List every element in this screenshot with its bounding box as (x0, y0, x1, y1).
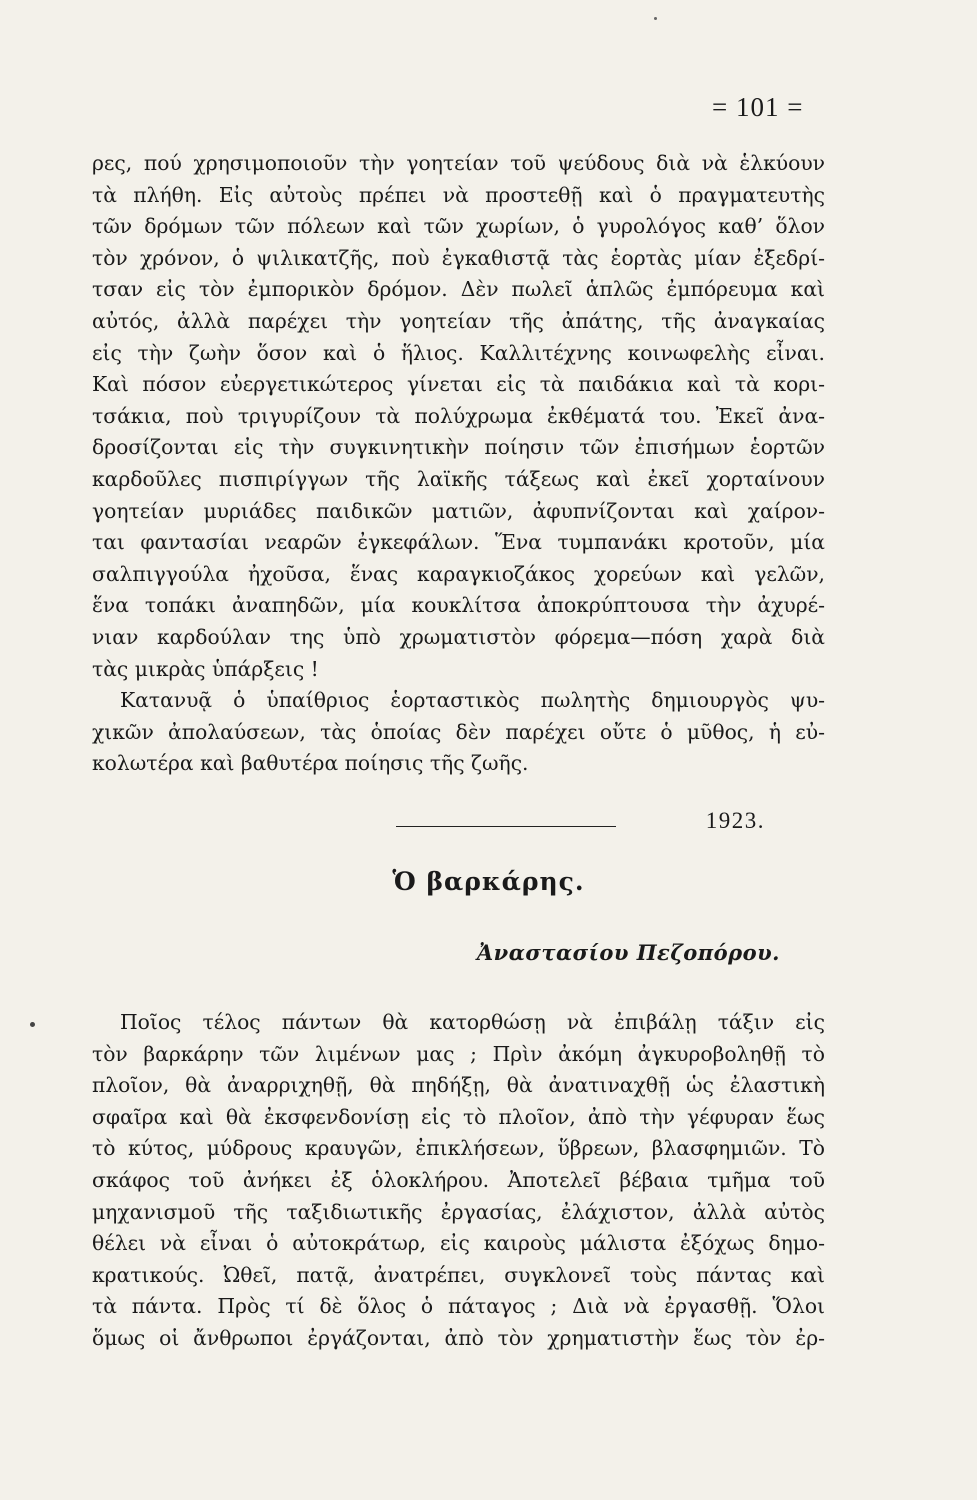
text-line: τὰς μικρὰς ὑπάρξεις ! (92, 656, 319, 681)
text-line: κρατικούς. Ὠθεῖ, πατᾷ, ἀνατρέπει, συγκλονεῖ τοὺς πάντας καὶ (92, 1262, 825, 1287)
text-line: σκάφος τοῦ ἀνήκει ἐξ ὁλοκλήρου. Ἀποτελεῖ βέβαια τμῆμα τοῦ (92, 1167, 825, 1192)
text-line: τὸ κύτος, μύδρους κραυγῶν, ἐπικλήσεων, ὕβρεων, βλασφημιῶν. Τὸ (92, 1136, 825, 1161)
text-line: αὐτός, ἀλλὰ παρέχει τὴν γοητείαν τῆς ἀπάτης, τῆς ἀναγκαίας (92, 308, 825, 333)
text-line: τῶν δρόμων τῶν πόλεων καὶ τῶν χωρίων, ὁ γυρολόγος καθ’ ὅλον (92, 214, 825, 239)
text-line: ρες, πού χρησιμοποιοῦν τὴν γοητείαν τοῦ ψεύδους διὰ νὰ ἑλκύουν (92, 151, 825, 175)
article-continuation (92, 148, 825, 780)
text-line: ὅμως οἱ ἄνθρωποι ἐργάζονται, ἀπὸ τὸν χρηματιστὴν ἕως τὸν ἐρ- (92, 1325, 825, 1350)
text-line: καρδοῦλες πισπιρίγγων τῆς λαϊκῆς τάξεως καὶ ἐκεῖ χορταίνουν (92, 466, 825, 491)
text-line: χικῶν ἀπολαύσεων, τὰς ὁποίας δὲν παρέχει οὔτε ὁ μῦθος, ἡ εὐ- (92, 719, 825, 744)
article-date: 1923. (705, 808, 765, 833)
text-line: τὰ πλήθη. Εἰς αὐτοὺς πρέπει νὰ προστεθῇ καὶ ὁ πραγματευτὴς (92, 182, 825, 207)
section-title: Ὁ βαρκάρης. (392, 867, 585, 896)
text-line: σαλπιγγούλα ἠχοῦσα, ἕνας καραγκιοζάκος χορεύων καὶ γελῶν, (92, 561, 825, 586)
text-line: ται φαντασίαι νεαρῶν ἐγκεφάλων. Ἕνα τυμπανάκι κροτοῦν, μία (92, 530, 825, 555)
text-line: σφαῖρα καὶ θὰ ἐκσφενδονίσῃ εἰς τὸ πλοῖον, ἀπὸ τὴν γέφυραν ἕως (92, 1104, 825, 1129)
text-line: ἕνα τοπάκι ἀναπηδῶν, μία κουκλίτσα ἀποκρύπτουσα τὴν ἀχυρέ- (92, 593, 825, 618)
text-line: νιαν καρδούλαν της ὑπὸ χρωματιστὸν φόρεμα—πόση χαρὰ διὰ (92, 624, 825, 649)
text-line: τὸν χρόνον, ὁ ψιλικατζῆς, ποὺ ἐγκαθιστᾷ τὰς ἑορτὰς μίαν ἐξεδρί- (92, 245, 825, 270)
text-line: γοητείαν μυριάδες παιδικῶν ματιῶν, ἀφυπνίζονται καὶ χαίρον- (92, 498, 825, 523)
text-line: Ποῖος τέλος πάντων θὰ κατορθώσῃ νὰ ἐπιβάλῃ τάξιν εἰς (120, 1010, 825, 1034)
text-line: θέλει νὰ εἶναι ὁ αὐτοκράτωρ, εἰς καιροὺς μάλιστα ἐξόχως δημο- (92, 1231, 825, 1256)
text-line: εἰς τὴν ζωὴν ὅσον καὶ ὁ ἥλιος. Καλλιτέχνης κοινωφελὴς εἶναι. (92, 340, 825, 365)
text-line: δροσίζονται εἰς τὴν συγκινητικὴν ποίησιν τῶν ἐπισήμων ἑορτῶν (92, 435, 825, 460)
text-line: πλοῖον, θὰ ἀναρριχηθῇ, θὰ πηδήξῃ, θὰ ἀνατιναχθῇ ὡς ἐλαστικὴ (92, 1073, 825, 1098)
speck-mark (654, 17, 657, 20)
text-line: μηχανισμοῦ τῆς ταξιδιωτικῆς ἐργασίας, ἐλάχιστον, ἀλλὰ αὐτὸς (92, 1199, 825, 1224)
text-line: τὸν βαρκάρην τῶν λιμένων μας ; Πρὶν ἀκόμη ἀγκυροβοληθῇ τὸ (92, 1041, 825, 1066)
text-line: Καὶ πόσον εὐεργετικώτερος γίνεται εἰς τὰ παιδάκια καὶ τὰ κορι- (92, 372, 825, 397)
page-number: = 101 = (712, 92, 804, 122)
text-line: τσάκια, ποὺ τριγυρίζουν τὰ πολύχρωμα ἐκθέματά του. Ἐκεῖ ἀνα- (92, 403, 825, 428)
text-line: τὰ πάντα. Πρὸς τί δὲ ὅλος ὁ πάταγος ; Διὰ νὰ ἐργασθῇ. Ὅλοι (92, 1294, 825, 1319)
text-line: κολωτέρα καὶ βαθυτέρα ποίησις τῆς ζωῆς. (92, 751, 529, 776)
text-line: τσαν εἰς τὸν ἐμπορικὸν δρόμον. Δὲν πωλεῖ ἁπλῶς ἐμπόρευμα καὶ (92, 277, 825, 302)
section-divider (396, 826, 616, 827)
author-byline: Ἀναστασίου Πεζοπόρου. (476, 940, 780, 965)
date-row (92, 808, 825, 840)
margin-mark (30, 1022, 35, 1027)
text-line: Κατανυᾷ ὁ ὑπαίθριος ἑορταστικὸς πωλητὴς δημιουργὸς ψυ- (120, 688, 825, 713)
article-body (92, 1007, 825, 1355)
